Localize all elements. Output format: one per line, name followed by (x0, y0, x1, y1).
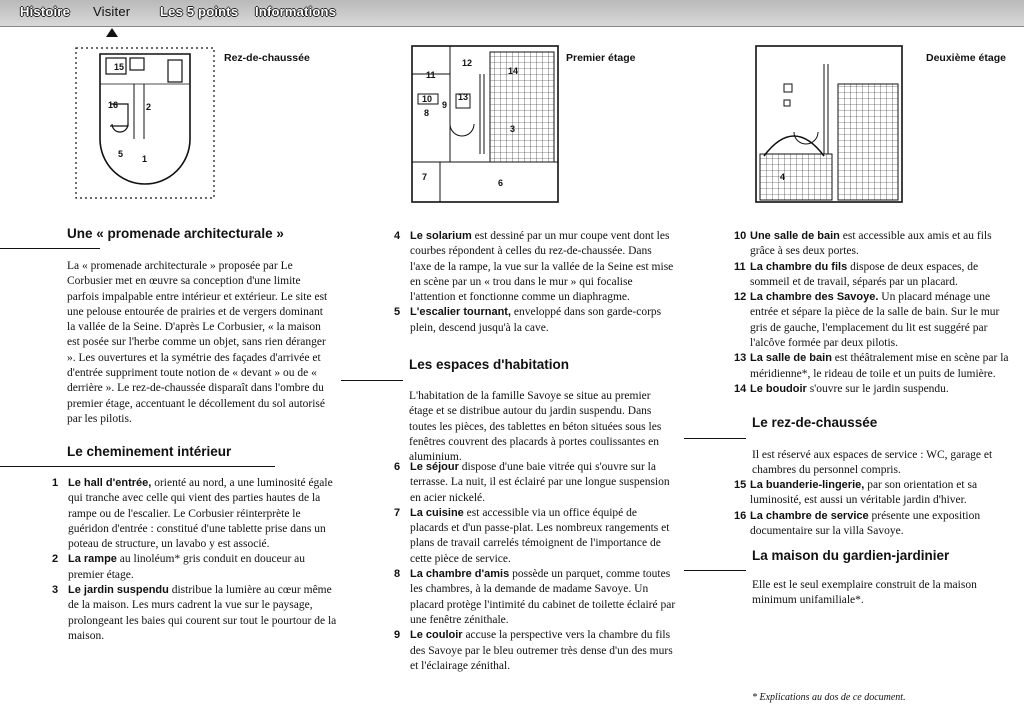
section-divider (684, 438, 746, 439)
item-text: est dessiné par un mur coupe vent dont les courbes répondent à celles du rez-de-chaussée. Dans l'axe de la rampe, la vue sur la vallée de la Seine est mise en scène par un « trou dans le mur » qui focalise l'attention et fonctionne comme un diaphragme. (410, 230, 674, 304)
plan-label: 14 (508, 66, 519, 76)
list-item (734, 382, 1009, 397)
item-text: au linoléum* gris conduit en douceur au premier étage. (68, 553, 306, 581)
item-label: Le jardin suspendu (68, 584, 169, 597)
item-label: Le hall d'entrée, (68, 477, 152, 489)
heading-rez-de-chaussee: Le rez-de-chaussée (752, 415, 878, 430)
plan-ground-floor (72, 44, 222, 204)
plan-label: 7 (422, 172, 428, 182)
list-items-4-5 (394, 229, 674, 336)
list-item (394, 628, 676, 674)
item-label: Le boudoir (750, 382, 807, 395)
list-item (734, 351, 1009, 382)
paragraph-espaces-habitation: L'habitation de la famille Savoye se situe au premier étage et se distribue autour du jardin suspendu. Dans toutes les pièces, des tablettes en béton situées sous les fenêtres couvrent des placards à portes coulissantes en aluminium. (409, 390, 662, 464)
heading-maison-gardien: La maison du gardien-jardinier (752, 548, 950, 563)
item-number: 13 (734, 352, 747, 365)
item-label: La buanderie-lingerie, (750, 479, 865, 491)
list-item (52, 552, 342, 583)
first-floor-plan-drawing (410, 44, 560, 204)
plan-label: 3 (510, 124, 516, 134)
list-item (394, 567, 676, 628)
plan-label: 5 (118, 149, 124, 159)
item-label: Le séjour (410, 461, 459, 473)
footnote: * Explications au dos de ce document. (752, 692, 906, 703)
item-text: enveloppé dans son garde-corps plein, descend jusqu'à la cave. (410, 306, 662, 334)
item-label: La rampe (68, 553, 117, 566)
list-item (394, 229, 674, 305)
plan-label: 2 (146, 102, 152, 112)
item-text: accuse la perspective vers la chambre du fils des Savoye par le bleu outremer très dense d'un des murs et l'éclairage zénithal. (410, 629, 673, 672)
nav-item-visiter[interactable]: Visiter (93, 4, 131, 19)
item-number: 10 (734, 230, 747, 242)
item-number: 11 (734, 260, 746, 273)
list-items-1-3 (52, 476, 342, 644)
list-item (394, 460, 676, 506)
plan-first-floor (410, 44, 560, 204)
plan-label: 11 (426, 70, 436, 80)
section-divider (341, 380, 403, 381)
plan-label: 15 (114, 62, 125, 72)
list-item (734, 229, 1009, 260)
section-divider (684, 570, 746, 571)
plan-label: 16 (108, 100, 119, 110)
paragraph-promenade: La « promenade architecturale » proposée par Le Corbusier met en œuvre sa conception d'une limite parfois impalpable entre intérieur et extérieur. Le site est une pelouse entourée de prairies et de vergers dominant la vallée de la Seine. D'après Le Corbusier, « la maison est posée sur l'herbe comme un objet, sans rien déranger ». Les ouvertures et la symétrie des façades d'arrivée et d'entrée suppriment toute notion de « devant » ou de « derrière ». Le rez-de-chaussée disparaît dans l'ombre du premier étage, accentuant le décollement du sol autorisé par les pilotis. (67, 260, 328, 425)
item-text: est accessible via un office équipé de placards et d'un passe-plat. Les nombreux rangements et plans de travail carrelés témoignent de l'importance de cette pièce de service. (410, 506, 670, 565)
list-item (52, 476, 342, 552)
active-nav-indicator-icon (106, 28, 118, 37)
item-label: Le solarium (410, 230, 472, 242)
section-divider (0, 248, 100, 249)
item-number: 7 (394, 506, 401, 519)
item-text: par son orientation et sa luminosité, est aussi un véritable jardin d'hiver. (750, 479, 978, 507)
nav-item-histoire[interactable]: Histoire (20, 4, 71, 19)
item-number: 14 (734, 382, 747, 395)
item-number: 3 (52, 584, 59, 597)
plan-title-first-floor: Premier étage (566, 52, 636, 64)
heading-cheminement: Le cheminement intérieur (67, 444, 232, 459)
plan-label: 6 (498, 178, 504, 188)
item-label: La chambre du fils (750, 260, 848, 273)
plan-title-ground-floor: Rez-de-chaussée (224, 52, 310, 64)
plan-label: 12 (462, 58, 473, 68)
list-item (734, 290, 1009, 351)
item-label: La salle de bain (750, 352, 832, 365)
item-number: 8 (394, 568, 401, 581)
list-item (394, 305, 674, 336)
item-label: La chambre de service (750, 509, 869, 522)
list-item (734, 478, 1009, 509)
item-number: 4 (394, 230, 401, 242)
item-text: dispose de deux espaces, de sommeil et de travail, séparés par un placard. (750, 260, 979, 288)
list-item (734, 260, 1009, 291)
item-text: est accessible aux amis et au fils grâce à ses deux portes. (750, 230, 992, 258)
item-number: 15 (734, 479, 747, 491)
section-divider (0, 466, 275, 467)
top-navigation-bar (0, 0, 1024, 27)
item-label: La chambre des Savoye. (750, 291, 879, 304)
plan-label: 4 (780, 172, 786, 182)
list-item (52, 583, 342, 644)
heading-espaces-habitation: Les espaces d'habitation (409, 357, 570, 372)
item-text: distribue la lumière au cœur même de la maison. Les murs cadrent la vue sur le paysage, prolongeant les baies qui courent sur tout le pourtour de la maison. (68, 584, 337, 642)
item-number: 1 (52, 477, 59, 489)
item-number: 6 (394, 461, 401, 473)
item-number: 12 (734, 291, 747, 304)
item-text: dispose d'une baie vitrée qui s'ouvre sur la terrasse. La nuit, il est éclairé par une longue suspension en acier nickelé. (410, 461, 670, 504)
item-number: 16 (734, 509, 747, 522)
paragraph-maison-gardien: Elle est le seul exemplaire construit de la maison minimum unifamiliale*. (752, 579, 977, 607)
plan-label: 9 (442, 100, 448, 110)
item-number: 2 (52, 553, 59, 566)
item-number: 9 (394, 629, 401, 642)
item-text: présente une exposition documentaire sur la villa Savoye. (750, 509, 981, 537)
item-text: est théâtralement mise en scène par la méridienne*, le rideau de toile et un puits de lumière. (750, 352, 1009, 380)
item-label: La cuisine (410, 506, 464, 519)
plan-title-second-floor: Deuxième étage (926, 52, 1006, 64)
ground-floor-plan-drawing (72, 44, 222, 204)
plan-label: 10 (422, 94, 433, 104)
list-items-15-16 (734, 478, 1009, 539)
plan-label: 13 (458, 92, 469, 102)
second-floor-plan-drawing (754, 44, 904, 204)
nav-item-informations[interactable]: Informations (255, 4, 337, 19)
list-item (734, 509, 1009, 540)
list-item (394, 506, 676, 567)
item-number: 5 (394, 306, 401, 319)
item-label: Une salle de bain (750, 230, 840, 242)
paragraph-rez-de-chaussee: Il est réservé aux espaces de service : WC, garage et chambres du personnel compris. (752, 449, 993, 477)
plan-label: 1 (142, 154, 148, 164)
plan-label: 8 (424, 108, 430, 118)
heading-promenade: Une « promenade architecturale » (67, 226, 284, 241)
list-items-10-14 (734, 229, 1009, 397)
item-text: Un placard ménage une entrée et sépare la pièce de la salle de bain. Sur le mur gris de gauche, l'emplacement du lit est suggéré par l'alcôve formée par deux pilotis. (750, 291, 1000, 350)
plan-second-floor (754, 44, 904, 204)
nav-item-les-5-points[interactable]: Les 5 points (160, 4, 239, 19)
item-label: La chambre d'amis (410, 568, 510, 581)
item-text: s'ouvre sur le jardin suspendu. (806, 382, 949, 395)
item-label: L'escalier tournant, (410, 306, 512, 319)
item-label: Le couloir (410, 629, 463, 642)
item-text: possède un parquet, comme toutes les chambres, à la demande de madame Savoye. Un placard protège l'intimité du cabinet de toilette éclairé par une fenêtre zénithale. (410, 568, 676, 626)
list-items-6-9 (394, 460, 676, 674)
item-text: orienté au nord, a une luminosité égale qui tranche avec celle qui vient des parties hautes de la rampe ou de l'escalier. Le Corbusier réinterprète le guéridon d'entrée : constitué d'une tablette prise dans un poteau de structure, un lavabo y est associé. (68, 477, 333, 551)
